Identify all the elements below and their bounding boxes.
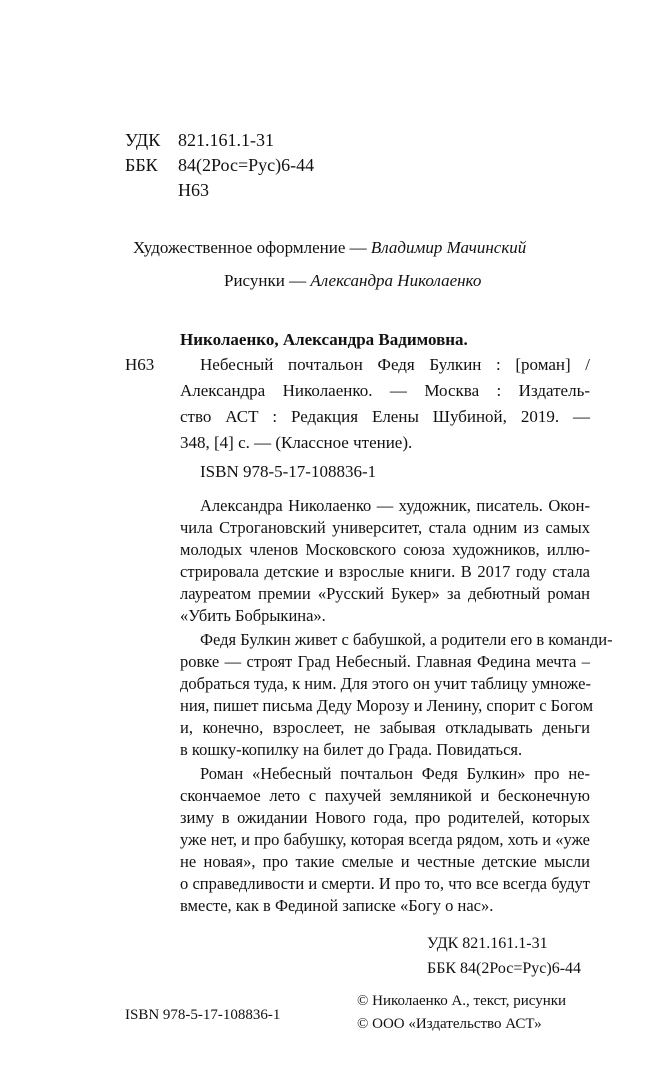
footer-isbn: ISBN 978-5-17-108836-1	[125, 1007, 281, 1023]
annotation-line: в кошку-копилку на билет до Града. Повидаться.	[180, 740, 523, 759]
annotation-line: вместе, как в Фединой записке «Богу о нас».	[180, 896, 494, 915]
udk-value: 821.161.1-31	[178, 130, 274, 150]
design-credit	[133, 238, 526, 258]
drawings-label: Рисунки —	[224, 271, 311, 290]
annotation-line: ния, пишет письма Деду Морозу и Ленину, спорит с Богом	[180, 696, 594, 715]
biblio-line-3: ство АСТ : Редакция Елены Шубиной, 2019. —	[180, 407, 590, 426]
annotation-line: о справедливости и смерти. И про то, что все всегда будут	[180, 874, 590, 893]
design-label: Художественное оформление —	[133, 238, 371, 257]
annotation-line: Александра Николаенко — художник, писатель. Окон-	[200, 496, 590, 515]
drawings-credit	[224, 271, 481, 291]
drawings-name: Александра Николаенко	[310, 271, 482, 290]
annotation-line: и, конечно, взрослеет, не забывая откладывать деньги	[180, 718, 590, 737]
annotation-line: Федя Булкин живет с бабушкой, а родители его в команди-	[200, 630, 613, 649]
copyright-publisher: © ООО «Издательство АСТ»	[357, 1016, 542, 1032]
udk-label: УДК	[125, 130, 161, 150]
author-mark-top: Н63	[178, 180, 209, 200]
biblio-line-1: Небесный почтальон Федя Булкин : [роман] /	[200, 355, 590, 374]
footer-udk: УДК 821.161.1-31	[427, 935, 548, 952]
annotation-line: лауреатом премии «Русский Букер» за дебютный роман	[180, 584, 590, 603]
annotation-line: Роман «Небесный почтальон Федя Булкин» про не-	[200, 764, 590, 783]
annotation-line: скончаемое лето с пахучей земляникой и бесконечную	[180, 786, 590, 805]
bbk-value: 84(2Рос=Рус)6-44	[178, 155, 315, 175]
author-mark: Н63	[125, 355, 155, 374]
isbn: ISBN 978-5-17-108836-1	[200, 462, 377, 481]
annotation-line: чила Строгановский университет, стала одним из самых	[180, 518, 590, 537]
bbk-label: ББК	[125, 155, 158, 175]
annotation-line: «Убить Бобрыкина».	[180, 606, 326, 625]
annotation-line: стрировала детские и взрослые книги. В 2017 году стала	[180, 562, 590, 581]
annotation-line: ровке — строят Град Небесный. Главная Федина мечта –	[180, 652, 590, 671]
footer-bbk: ББК 84(2Рос=Рус)6-44	[427, 960, 582, 977]
annotation-line: молодых членов Московского союза художников, иллю-	[180, 540, 590, 559]
annotation-line: добраться туда, к ним. Для этого он учит таблицу умноже-	[180, 674, 591, 693]
annotation-line: уже нет, и про бабушку, которая всегда рядом, хоть и «уже	[180, 830, 590, 849]
author-heading: Николаенко, Александра Вадимовна.	[180, 330, 468, 349]
copyright-text: © Николаенко А., текст, рисунки	[357, 993, 567, 1009]
biblio-line-4: 348, [4] с. — (Классное чтение).	[180, 433, 413, 452]
design-name: Владимир Мачинский	[370, 238, 527, 257]
annotation-line: зиму в ожидании Нового года, про родителей, которых	[180, 808, 590, 827]
annotation-line: не новая», про такие смелые и честные детские мысли	[180, 852, 590, 871]
biblio-line-2: Александра Николаенко. — Москва : Издатель-	[180, 381, 590, 400]
